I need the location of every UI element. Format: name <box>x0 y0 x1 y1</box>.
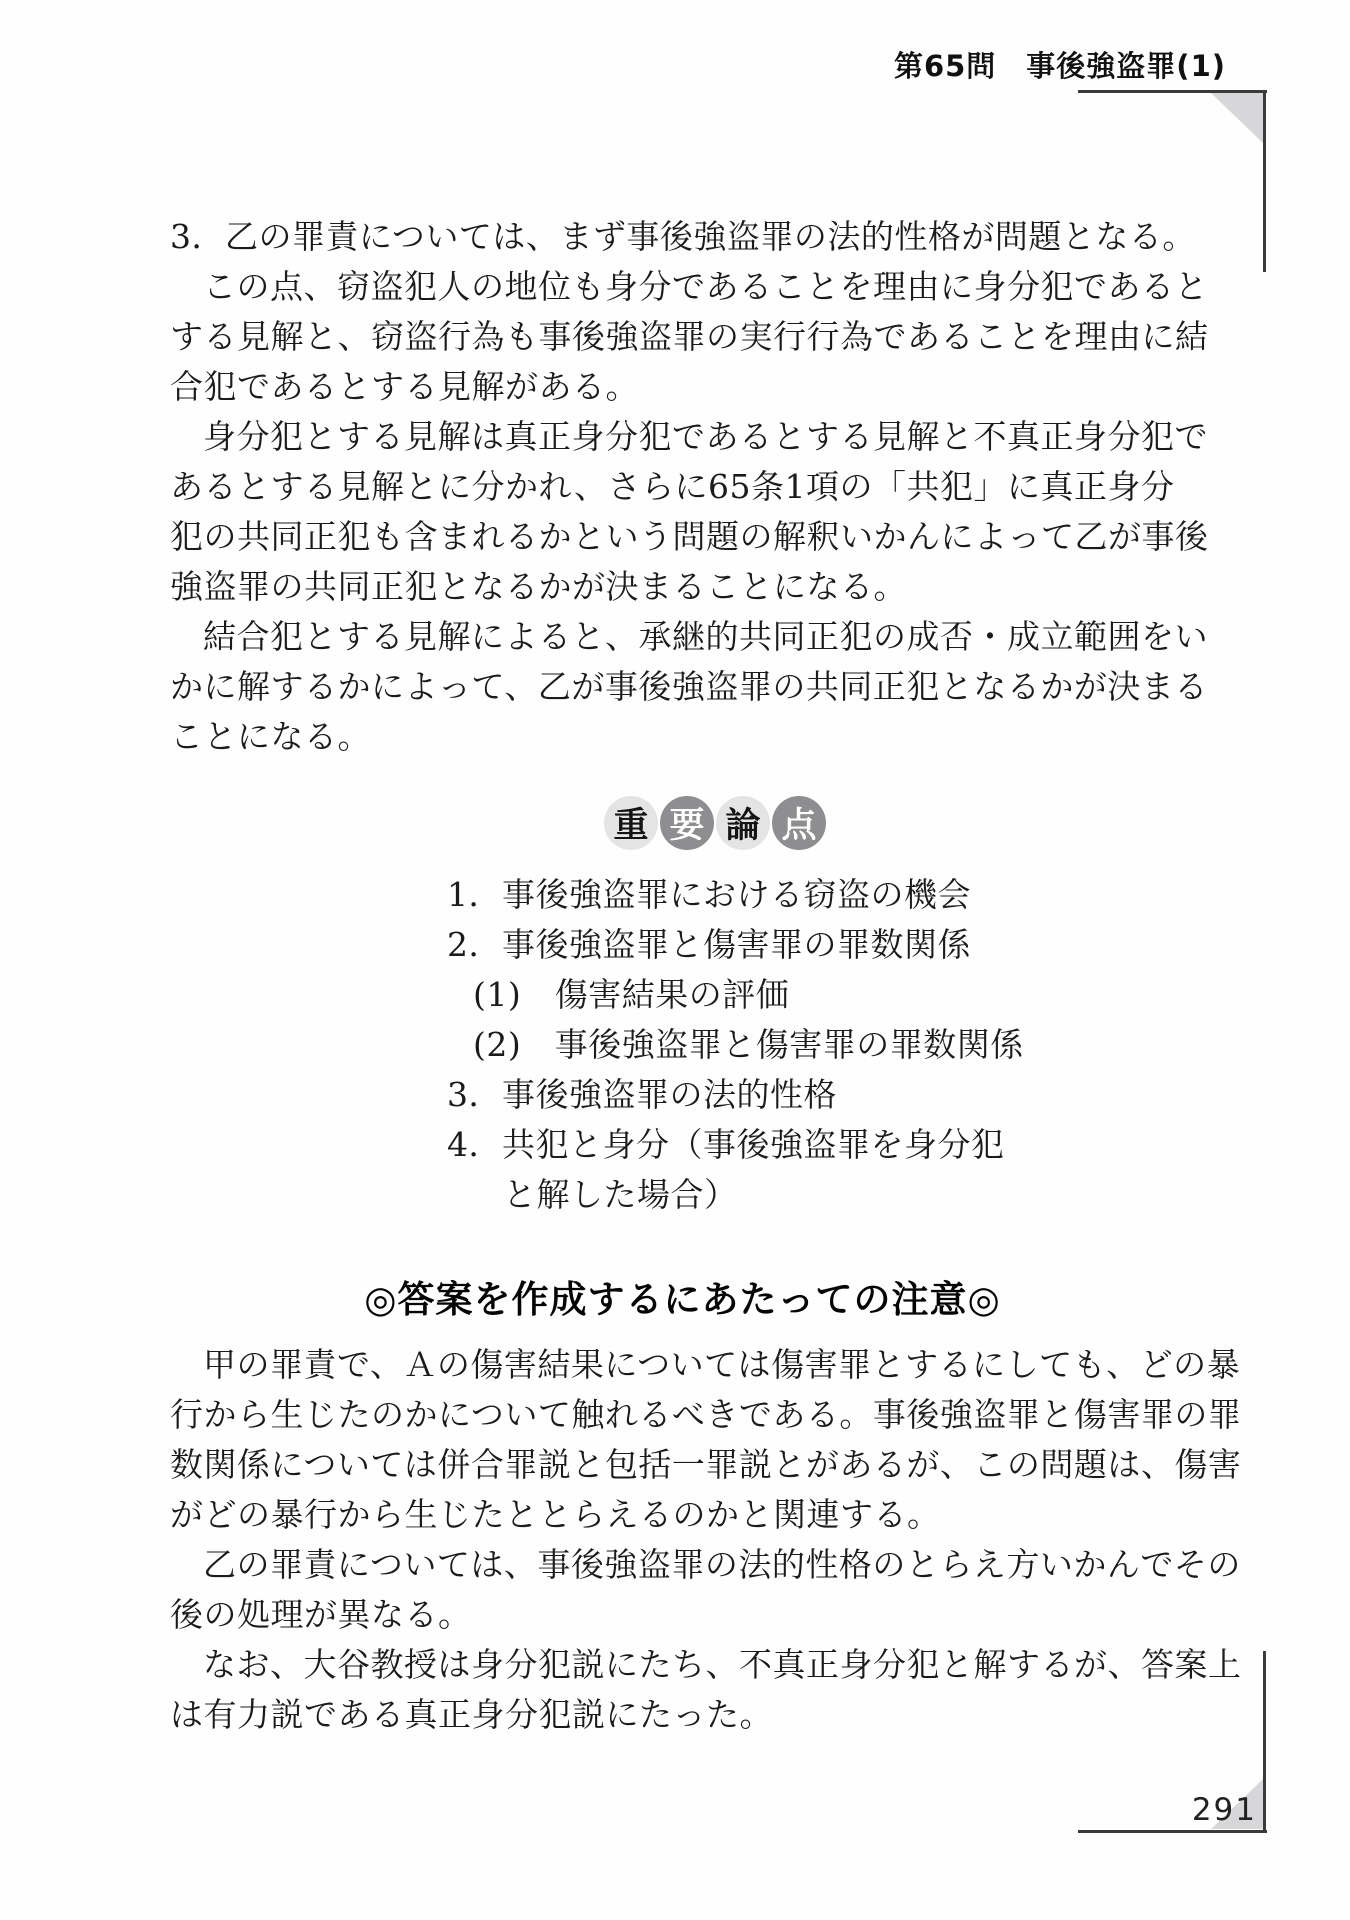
key-point-line: (1) 傷害結果の評価 <box>473 975 790 1014</box>
text-line: ことになる。 <box>170 717 371 756</box>
text-line: この点、窃盗犯人の地位も身分であることを理由に身分犯であると <box>203 267 1208 306</box>
text-line: 数関係については併合罪説と包括一罪説とがあるが、この問題は、傷害 <box>170 1445 1242 1484</box>
top-right-corner-triangle <box>1211 93 1263 143</box>
key-points-list <box>447 870 1024 1220</box>
notice-body-text <box>170 1340 1242 1740</box>
text-line: 身分犯とする見解は真正身分犯であるとする見解と不真正身分犯で <box>203 417 1208 456</box>
notice-heading: ◎答案を作成するにあたっての注意◎ <box>364 1278 1001 1321</box>
badge-circle-重: 重 <box>604 796 658 850</box>
text-line: 強盗罪の共同正犯となるかが決まることになる。 <box>170 567 907 606</box>
text-line: 行から生じたのかについて触れるべきである。事後強盗罪と傷害罪の罪 <box>170 1395 1242 1434</box>
page-number: 291 <box>1191 1792 1257 1828</box>
text-line: なお、大谷教授は身分犯説にたち、不真正身分犯と解するが、答案上 <box>203 1645 1242 1684</box>
key-point-line: 3．事後強盗罪の法的性格 <box>447 1075 837 1114</box>
top-right-vertical-rule <box>1263 90 1266 272</box>
main-body-text <box>170 212 1209 762</box>
text-line: 3．乙の罪責については、まず事後強盗罪の法的性格が問題となる。 <box>170 217 1196 256</box>
top-right-horizontal-rule <box>1078 90 1267 93</box>
text-line: がどの暴行から生じたととらえるのかと関連する。 <box>170 1495 941 1534</box>
text-line: は有力説である真正身分犯説にたった。 <box>170 1695 773 1734</box>
text-line: 甲の罪責で、Ａの傷害結果については傷害罪とするにしても、どの暴 <box>203 1345 1241 1384</box>
text-line: 結合犯とする見解によると、承継的共同正犯の成否・成立範囲をい <box>203 617 1208 656</box>
key-point-line: 2．事後強盗罪と傷害罪の罪数関係 <box>447 925 971 964</box>
bottom-right-horizontal-rule <box>1078 1830 1267 1833</box>
bottom-right-vertical-rule <box>1263 1651 1266 1833</box>
text-line: する見解と、窃盗行為も事後強盗罪の実行行為であることを理由に結 <box>170 317 1209 356</box>
text-line: 犯の共同正犯も含まれるかという問題の解釈いかんによって乙が事後 <box>170 517 1209 556</box>
badge-circle-要: 要 <box>660 796 714 850</box>
text-line: あるとする見解とに分かれ、さらに65条1項の「共犯」に真正身分 <box>170 467 1175 506</box>
page-header-title: 第65問 事後強盗罪(1) <box>893 49 1226 83</box>
key-point-line: 4．共犯と身分（事後強盗罪を身分犯 <box>447 1125 1005 1164</box>
key-point-line: (2) 事後強盗罪と傷害罪の罪数関係 <box>473 1025 1024 1064</box>
badge-circle-点: 点 <box>772 796 826 850</box>
text-line: かに解するかによって、乙が事後強盗罪の共同正犯となるかが決まる <box>170 667 1208 706</box>
text-line: 合犯であるとする見解がある。 <box>170 367 639 406</box>
key-point-line: と解した場合） <box>503 1175 738 1214</box>
text-line: 後の処理が異なる。 <box>170 1595 472 1634</box>
text-line: 乙の罪責については、事後強盗罪の法的性格のとらえ方いかんでその <box>203 1545 1241 1584</box>
key-point-line: 1．事後強盗罪における窃盗の機会 <box>447 875 971 914</box>
key-points-badge <box>604 796 826 850</box>
badge-circle-論: 論 <box>716 796 770 850</box>
